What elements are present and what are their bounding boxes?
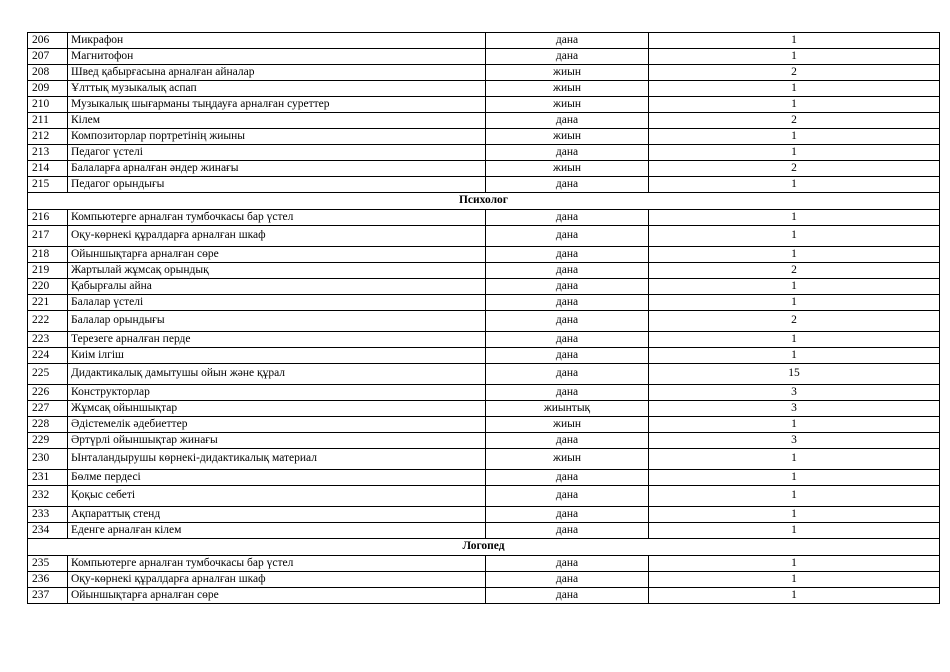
quantity-cell: 2	[649, 311, 940, 332]
row-number-cell: 209	[28, 81, 68, 97]
quantity-cell: 3	[649, 433, 940, 449]
quantity-cell: 1	[649, 33, 940, 49]
row-number-cell: 231	[28, 470, 68, 486]
unit-cell: жиын	[486, 129, 649, 145]
table-row	[28, 348, 940, 364]
table-row	[28, 523, 940, 539]
row-number-cell: 213	[28, 145, 68, 161]
row-number-cell: 225	[28, 364, 68, 385]
item-name-cell: Әртүрлі ойыншықтар жинағы	[68, 433, 486, 449]
table-row	[28, 145, 940, 161]
item-name-cell: Қабырғалы айна	[68, 279, 486, 295]
table-row	[28, 470, 940, 486]
row-number-cell: 210	[28, 97, 68, 113]
unit-cell: дана	[486, 433, 649, 449]
quantity-cell: 1	[649, 247, 940, 263]
item-name-cell: Компьютерге арналған тумбочкасы бар үстел	[68, 210, 486, 226]
unit-cell: дана	[486, 33, 649, 49]
table-row	[28, 364, 940, 385]
quantity-cell: 1	[649, 279, 940, 295]
unit-cell: дана	[486, 279, 649, 295]
item-name-cell: Оқу-көрнекі құралдарға арналған шкаф	[68, 572, 486, 588]
item-name-cell: Ойыншықтарға арналған сөре	[68, 588, 486, 604]
item-name-cell: Ақпараттық стенд	[68, 507, 486, 523]
row-number-cell: 221	[28, 295, 68, 311]
quantity-cell: 1	[649, 332, 940, 348]
item-name-cell: Микрафон	[68, 33, 486, 49]
quantity-cell: 2	[649, 65, 940, 81]
row-number-cell: 215	[28, 177, 68, 193]
unit-cell: дана	[486, 247, 649, 263]
quantity-cell: 1	[649, 556, 940, 572]
table-row	[28, 247, 940, 263]
quantity-cell: 2	[649, 263, 940, 279]
quantity-cell: 1	[649, 486, 940, 507]
table-row	[28, 177, 940, 193]
equipment-table	[27, 32, 940, 604]
row-number-cell: 228	[28, 417, 68, 433]
unit-cell: дана	[486, 385, 649, 401]
unit-cell: дана	[486, 226, 649, 247]
item-name-cell: Музыкалық шығарманы тыңдауға арналған суреттер	[68, 97, 486, 113]
table-row	[28, 33, 940, 49]
row-number-cell: 208	[28, 65, 68, 81]
table-row	[28, 295, 940, 311]
quantity-cell: 1	[649, 507, 940, 523]
quantity-cell: 1	[649, 588, 940, 604]
item-name-cell: Еденге арналған кілем	[68, 523, 486, 539]
item-name-cell: Жартылай жұмсақ орындық	[68, 263, 486, 279]
row-number-cell: 224	[28, 348, 68, 364]
table-row	[28, 210, 940, 226]
table-row	[28, 332, 940, 348]
item-name-cell: Композиторлар портретінің жиыны	[68, 129, 486, 145]
table-row	[28, 433, 940, 449]
unit-cell: жиын	[486, 417, 649, 433]
item-name-cell: Бөлме пердесі	[68, 470, 486, 486]
row-number-cell: 219	[28, 263, 68, 279]
row-number-cell: 206	[28, 33, 68, 49]
row-number-cell: 226	[28, 385, 68, 401]
table-row	[28, 401, 940, 417]
quantity-cell: 15	[649, 364, 940, 385]
quantity-cell: 1	[649, 97, 940, 113]
section-header-row	[28, 539, 940, 556]
item-name-cell: Киім ілгіш	[68, 348, 486, 364]
unit-cell: жиын	[486, 97, 649, 113]
row-number-cell: 236	[28, 572, 68, 588]
unit-cell: дана	[486, 210, 649, 226]
row-number-cell: 207	[28, 49, 68, 65]
row-number-cell: 227	[28, 401, 68, 417]
quantity-cell: 1	[649, 210, 940, 226]
unit-cell: дана	[486, 177, 649, 193]
unit-cell: дана	[486, 588, 649, 604]
item-name-cell: Конструкторлар	[68, 385, 486, 401]
quantity-cell: 2	[649, 113, 940, 129]
table-row	[28, 385, 940, 401]
table-row	[28, 263, 940, 279]
section-header-row	[28, 193, 940, 210]
table-row	[28, 556, 940, 572]
table-row	[28, 417, 940, 433]
unit-cell: дана	[486, 145, 649, 161]
row-number-cell: 234	[28, 523, 68, 539]
quantity-cell: 1	[649, 417, 940, 433]
unit-cell: дана	[486, 507, 649, 523]
item-name-cell: Педагог үстелі	[68, 145, 486, 161]
unit-cell: дана	[486, 470, 649, 486]
unit-cell: жиын	[486, 65, 649, 81]
row-number-cell: 230	[28, 449, 68, 470]
item-name-cell: Дидактикалық дамытушы ойын және құрал	[68, 364, 486, 385]
table-row	[28, 486, 940, 507]
quantity-cell: 1	[649, 129, 940, 145]
row-number-cell: 232	[28, 486, 68, 507]
quantity-cell: 3	[649, 385, 940, 401]
row-number-cell: 214	[28, 161, 68, 177]
unit-cell: дана	[486, 364, 649, 385]
row-number-cell: 222	[28, 311, 68, 332]
unit-cell: дана	[486, 556, 649, 572]
table-row	[28, 65, 940, 81]
item-name-cell: Қоқыс себеті	[68, 486, 486, 507]
unit-cell: жиын	[486, 449, 649, 470]
section-title: Логопед	[28, 539, 940, 556]
row-number-cell: 233	[28, 507, 68, 523]
table-row	[28, 97, 940, 113]
item-name-cell: Ұлттық музыкалық аспап	[68, 81, 486, 97]
row-number-cell: 211	[28, 113, 68, 129]
quantity-cell: 1	[649, 81, 940, 97]
unit-cell: жиын	[486, 81, 649, 97]
table-row	[28, 311, 940, 332]
row-number-cell: 218	[28, 247, 68, 263]
table-row	[28, 129, 940, 145]
quantity-cell: 1	[649, 295, 940, 311]
unit-cell: дана	[486, 311, 649, 332]
item-name-cell: Ынталандырушы көрнекі-дидактикалық материал	[68, 449, 486, 470]
quantity-cell: 1	[649, 470, 940, 486]
unit-cell: дана	[486, 572, 649, 588]
unit-cell: жиынтық	[486, 401, 649, 417]
row-number-cell: 223	[28, 332, 68, 348]
unit-cell: жиын	[486, 161, 649, 177]
item-name-cell: Педагог орындығы	[68, 177, 486, 193]
unit-cell: дана	[486, 113, 649, 129]
item-name-cell: Компьютерге арналған тумбочкасы бар үстел	[68, 556, 486, 572]
item-name-cell: Магнитофон	[68, 49, 486, 65]
equipment-table-body	[28, 33, 940, 604]
quantity-cell: 1	[649, 177, 940, 193]
item-name-cell: Кілем	[68, 113, 486, 129]
quantity-cell: 2	[649, 161, 940, 177]
quantity-cell: 1	[649, 523, 940, 539]
item-name-cell: Жұмсақ ойыншықтар	[68, 401, 486, 417]
row-number-cell: 237	[28, 588, 68, 604]
unit-cell: дана	[486, 332, 649, 348]
unit-cell: дана	[486, 295, 649, 311]
quantity-cell: 1	[649, 226, 940, 247]
unit-cell: дана	[486, 523, 649, 539]
quantity-cell: 1	[649, 145, 940, 161]
unit-cell: дана	[486, 263, 649, 279]
item-name-cell: Балаларға арналған әндер жинағы	[68, 161, 486, 177]
quantity-cell: 1	[649, 449, 940, 470]
unit-cell: дана	[486, 49, 649, 65]
row-number-cell: 229	[28, 433, 68, 449]
quantity-cell: 1	[649, 572, 940, 588]
row-number-cell: 212	[28, 129, 68, 145]
item-name-cell: Ойыншықтарға арналған сөре	[68, 247, 486, 263]
table-row	[28, 588, 940, 604]
table-row	[28, 161, 940, 177]
table-row	[28, 279, 940, 295]
quantity-cell: 3	[649, 401, 940, 417]
item-name-cell: Әдістемелік әдебиеттер	[68, 417, 486, 433]
section-title: Психолог	[28, 193, 940, 210]
table-row	[28, 507, 940, 523]
table-row	[28, 572, 940, 588]
quantity-cell: 1	[649, 49, 940, 65]
item-name-cell: Балалар орындығы	[68, 311, 486, 332]
table-row	[28, 226, 940, 247]
row-number-cell: 216	[28, 210, 68, 226]
quantity-cell: 1	[649, 348, 940, 364]
item-name-cell: Балалар үстелі	[68, 295, 486, 311]
row-number-cell: 235	[28, 556, 68, 572]
table-row	[28, 81, 940, 97]
table-row	[28, 449, 940, 470]
item-name-cell: Терезеге арналған перде	[68, 332, 486, 348]
row-number-cell: 217	[28, 226, 68, 247]
table-row	[28, 113, 940, 129]
row-number-cell: 220	[28, 279, 68, 295]
unit-cell: дана	[486, 348, 649, 364]
item-name-cell: Оқу-көрнекі құралдарға арналған шкаф	[68, 226, 486, 247]
item-name-cell: Швед қабырғасына арналған айналар	[68, 65, 486, 81]
table-row	[28, 49, 940, 65]
unit-cell: дана	[486, 486, 649, 507]
